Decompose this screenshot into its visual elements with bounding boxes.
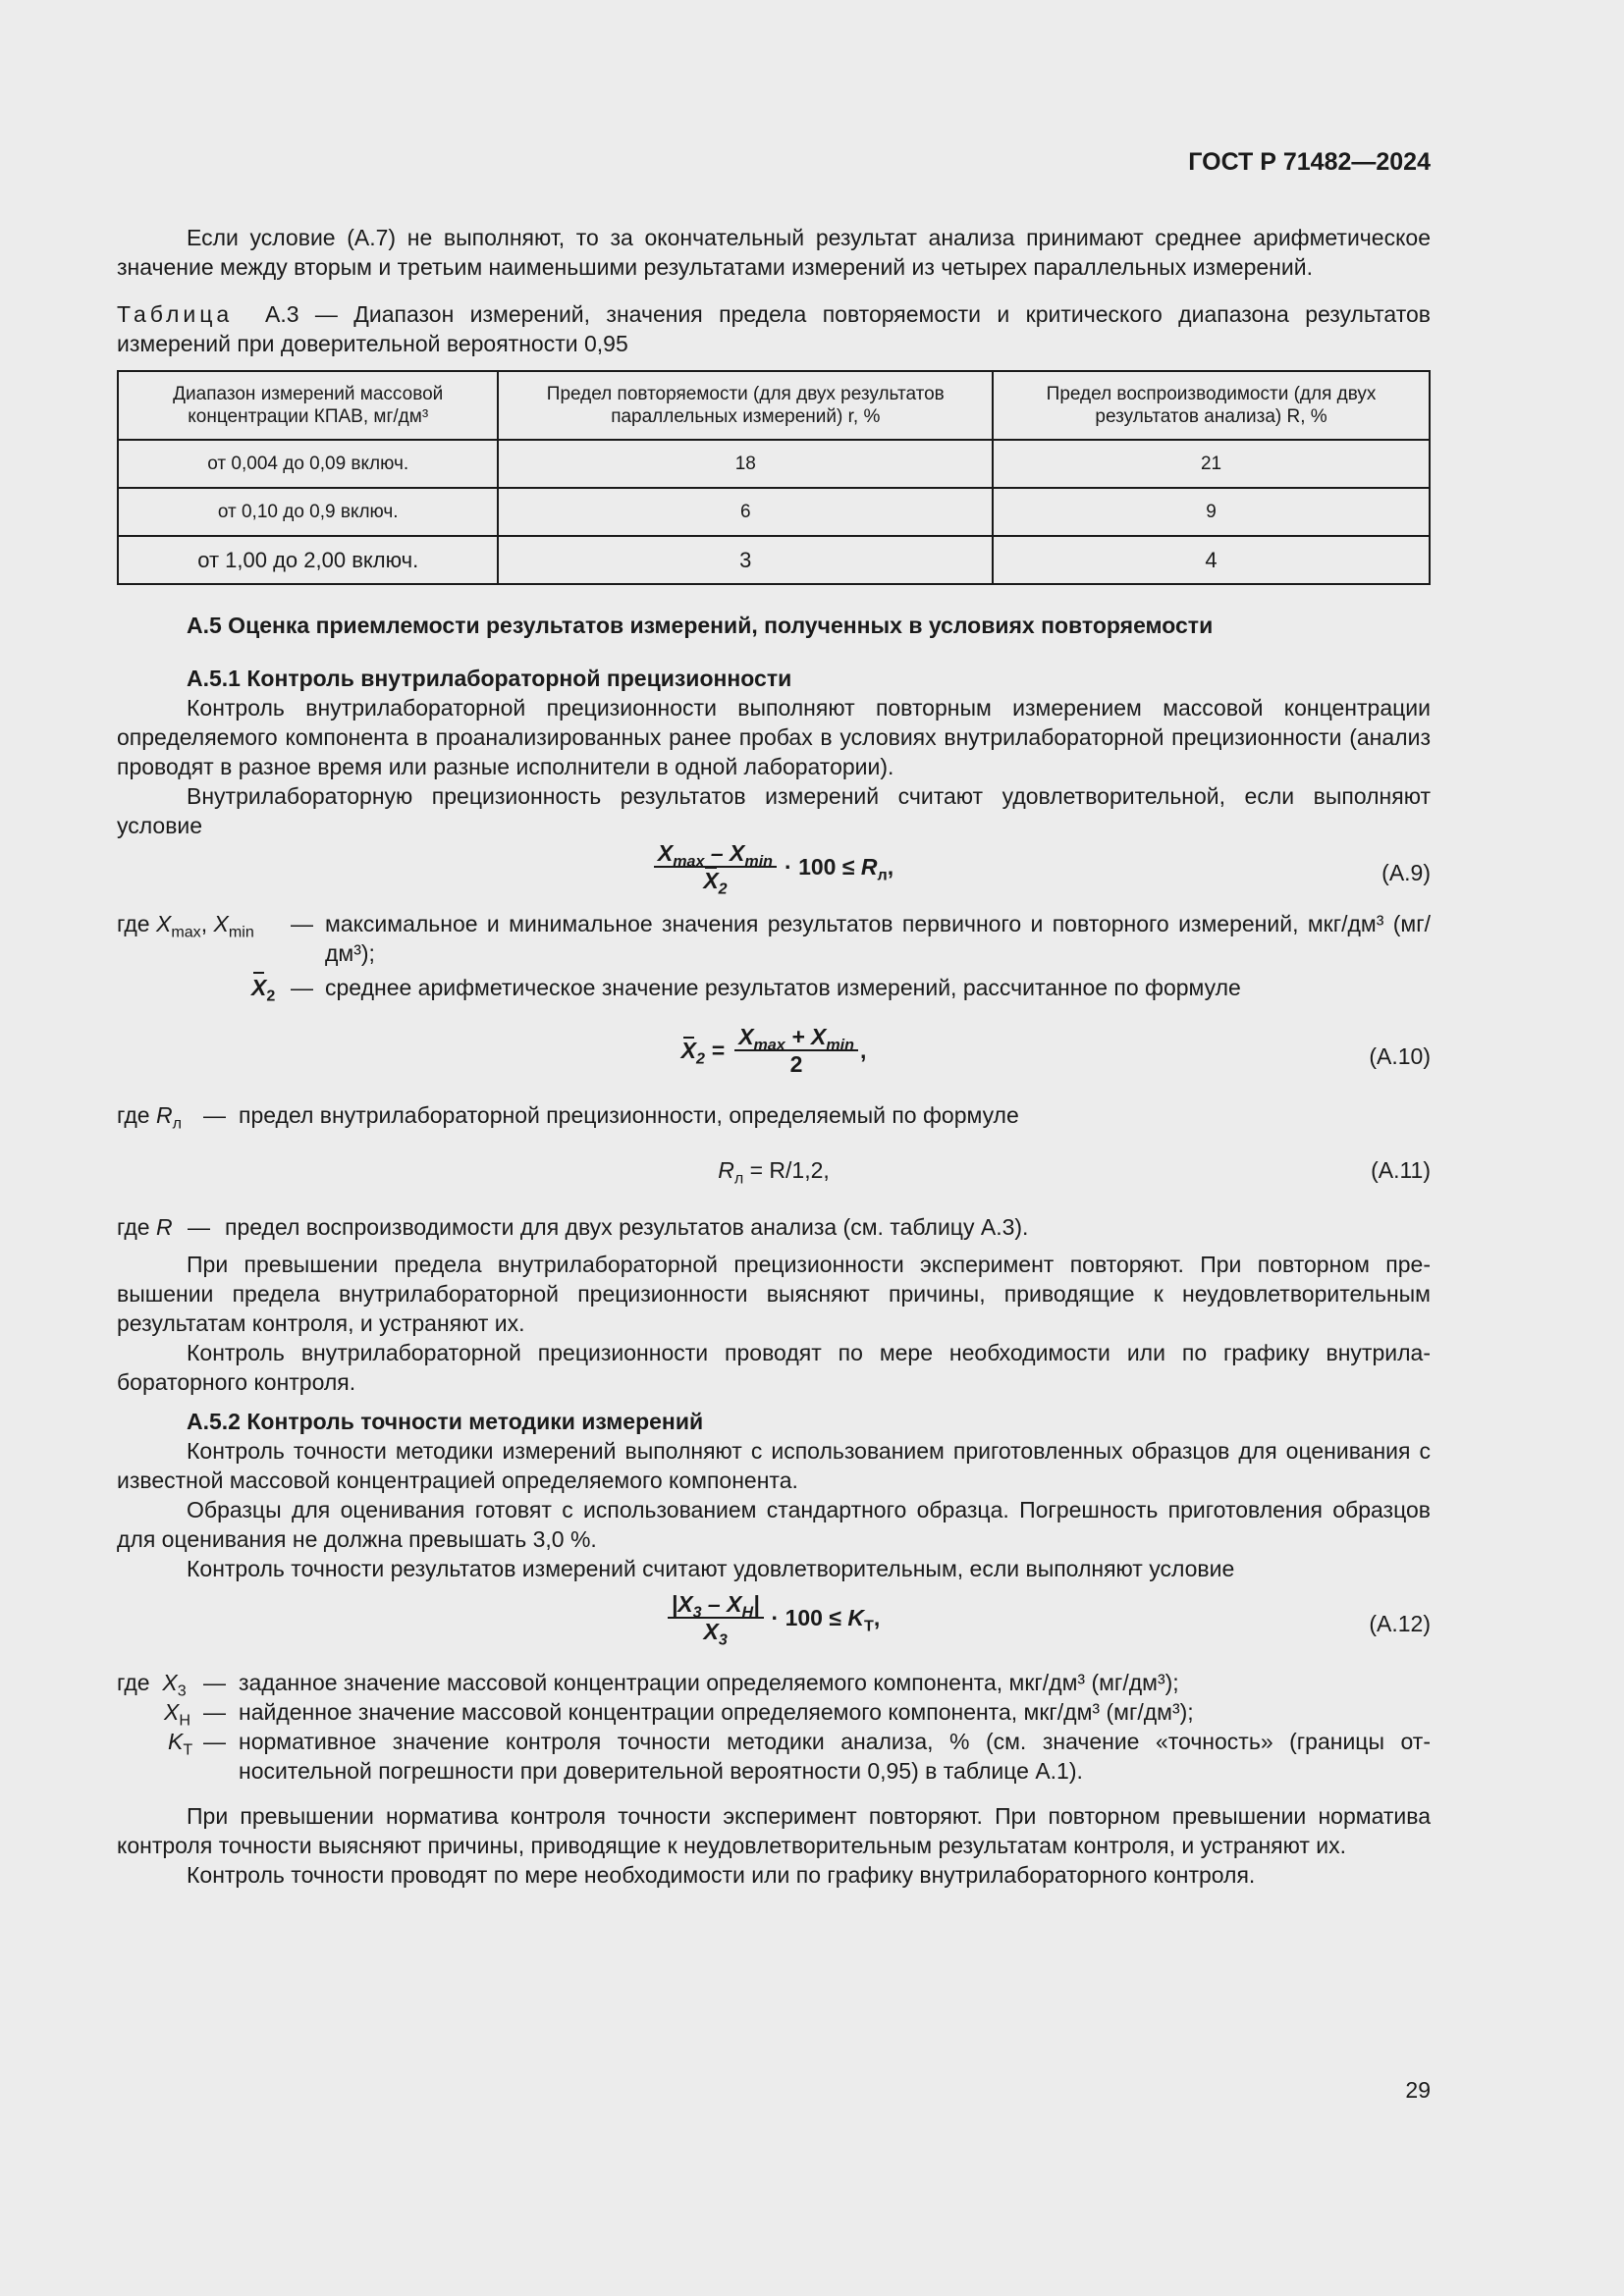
definition-xn: $X_Н$ — найденное значение массовой концентрации определяемого компонента, мкг/дм³ (мг/дм³); [164,1699,1194,1730]
table-header-reproducibility: Предел воспроизводимости (для двух результатов анализа) R, % [993,371,1430,440]
formula-a9-tail: · 100 ≤ [785,854,855,880]
formula-a12-tail: · 100 ≤ [771,1605,841,1630]
table-cell: от 0,004 до 0,09 включ. [118,440,498,488]
table-cell: от 1,00 до 2,00 включ. [118,536,498,584]
document-body [117,223,1431,1890]
definition-r: где R — предел воспроизводимости для двух результатов анализа (см. таблицу А.3). [117,1214,1029,1240]
formula-number-a10: (А.10) [1369,1043,1431,1069]
definitions-a9 [117,909,1431,1005]
definitions-a12 [117,1668,1431,1786]
section-heading-a51: А.5.1 Контроль внутрилабораторной прецизионности [187,666,792,691]
formula-number-a9: (А.9) [1381,860,1431,885]
table-header-row [118,371,1430,440]
paragraph-intro: Если условие (А.7) не выполняют, то за окончательный результат анализа принимают среднее арифметическое значение между вторым и третьим наименьшими результатами измерений из четырех параллельных измерений. [117,225,1431,280]
definition-x2-mean: $X_2$ — среднее арифметическое значение результатов измерений, рассчитанное по формуле [251,975,1241,1005]
table-cell: 9 [993,488,1430,536]
paragraph-a51-2: Внутрилабораторную прецизионность результатов измерений считают удовлетворительной, если выполняют условие [117,783,1431,838]
formula-number-a11: (А.11) [1371,1157,1431,1183]
table-label: Таблица [117,301,234,327]
table-cell: 4 [993,536,1430,584]
formula-a12: $\frac{|X_3 - X_Н|}{X_3}$ · $100 \le K_Т$, (А.12) [117,1591,1431,1666]
paragraph-a52-4: При превышении норматива контроля точности эксперимент повторяют. При повторном превышении норматива контроля точности выясняют причины, приводящие к неудовлетворительным результатам контроля, и устраняют их. [117,1803,1431,1858]
table-cell: 6 [498,488,993,536]
formula-number-a12: (А.12) [1369,1611,1431,1636]
table-caption [117,299,1431,358]
paragraph-a51-1: Контроль внутрилабораторной прецизионности выполняют повторным измерением массовой концентрации определяемого компонента в проанализированных ранее пробах в условиях внутрилабораторной прецизионности (анализ проводят в разное время или разные исполнители в одной лаборатории). [117,695,1431,779]
paragraph-a51-4: Контроль внутрилабораторной прецизионности проводят по мере необходимости или по графику внутрилабораторного контроля. [117,1340,1431,1395]
paragraph-a52-1: Контроль точности методики измерений выполняют с использованием приготовленных образцов для оценивания с известной массовой концентрацией определяемого компонента. [117,1438,1431,1493]
formula-a10: $X_2$ = $\frac{X_{max} + X_{min}}{2}$ , (А.10) [680,1024,1431,1077]
table-cell: 21 [993,440,1430,488]
table-caption-text: А.3 — Диапазон измерений, значения предела повторяемости и критического диапазона результатов измерений при доверительной вероятности 0,95 [117,301,1432,356]
table-cell: от 0,10 до 0,9 включ. [118,488,498,536]
definition-kt: $K_Т$ — нормативное значение контроля точности методики анализа, % (см. значение «точность» (границы относительной погрешности при доверительной вероятности 0,95) в таблице А.1). [168,1729,1431,1784]
range-table [117,370,1431,585]
table-row [118,536,1430,584]
table-header-range: Диапазон измерений массовой концентрации КПАВ, мг/дм³ [118,371,498,440]
table-row [118,440,1430,488]
formula-a11-rhs: = R/1,2, [749,1157,830,1183]
table-row [118,488,1430,536]
definition-rl: где $R_л$ — предел внутрилабораторной прецизионности, определяемый по формуле [117,1102,1019,1133]
paragraph-a52-2: Образцы для оценивания готовят с использованием стандартного образца. Погрешность приготовления образцов для оценивания не должна превышать 3,0 %. [117,1497,1431,1552]
table-cell: 3 [498,536,993,584]
section-heading-a5: А.5 Оценка приемлемости результатов измерений, полученных в условиях повторяемости [187,613,1214,638]
table-header-repeatability: Предел повторяемости (для двух результатов параллельных измерений) r, % [498,371,993,440]
formula-a9: $\frac{X_{max} - X_{min}}{X_2}$ · $100 \le R_л$, (А.9) [117,840,1431,907]
page-number: 29 [1405,2077,1431,2103]
table-cell: 18 [498,440,993,488]
paragraph-a51-3: При превышении предела внутрилабораторной прецизионности эксперимент повторяют. При повторном превышении предела внутрилабораторной прецизионности выясняют причины, приводящие к неудовлетворительным результатам контроля, и устраняют их. [117,1252,1431,1336]
document-header: ГОСТ Р 71482—2024 [1188,148,1431,176]
definition-x3: где $X_3$ — заданное значение массовой концентрации определяемого компонента, мкг/дм³ (мг/дм³); [117,1670,1179,1700]
paragraph-a52-5: Контроль точности проводят по мере необходимости или по графику внутрилабораторного контроля. [187,1862,1256,1888]
section-heading-a52: А.5.2 Контроль точности методики измерений [187,1409,704,1434]
definition-xmax-xmin: где $X_{max}$, $X_{min}$ — максимальное и минимальное значения результатов первичного и повторного измерений, мкг/дм³ (мг/дм³); [117,911,1431,966]
paragraph-a52-3: Контроль точности результатов измерений считают удовлетворительным, если выполняют условие [187,1556,1235,1581]
formula-a11: $R_л = R/1,2$, (А.11) [718,1157,1431,1188]
